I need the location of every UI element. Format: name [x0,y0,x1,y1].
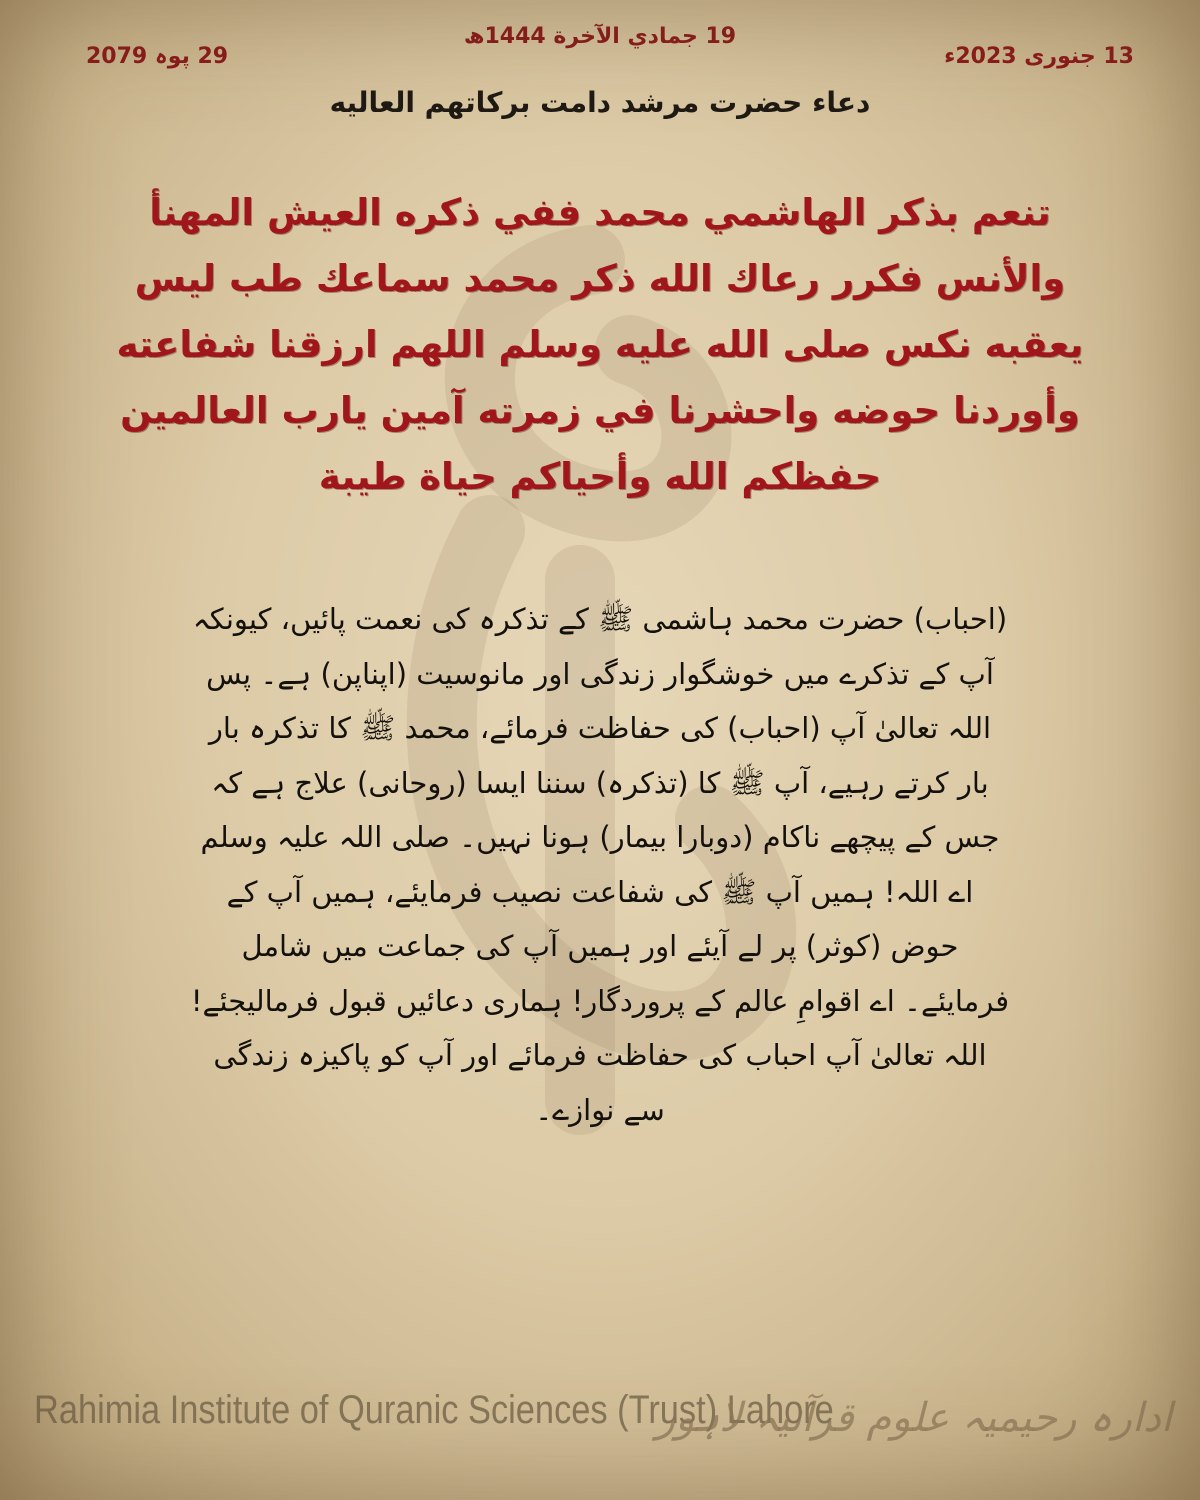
bikrami-date: 29 پوہ 2079 [86,44,229,69]
gregorian-date: 13 جنوری 2023ء [944,44,1134,69]
arabic-prayer-text: تنعم بذكر الهاشمي محمد ففي ذكره العيش المهنأ والأنس فكرر رعاك الله ذكر محمد سماعك طب ليس يعقبه نكس صلى الله عليه وسلم اللهم ارزقنا شفاعته وأوردنا حوضه واحشرنا في زمرته آمين يارب العالمين حفظكم الله وأحياكم حياة طيبة [116,191,1084,498]
urdu-translation-text: (احباب) حضرت محمد ہاشمی ﷺ کے تذکرہ کی نعمت پائیں، کیونکہ آپ کے تذکرے میں خوشگوار زندگی اور مانوسیت (اپناپن) ہے۔ پس اللہ تعالیٰ آپ (احباب) کی حفاظت فرمائے، محمد ﷺ کا تذکرہ بار بار کرتے رہیے، آپ ﷺ کا (تذکرہ) سننا ایسا (روحانی) علاج ہے کہ جس کے پیچھے ناکام (دوبارا بیمار) ہونا نہیں۔ صلی اللہ علیہ وسلم اے اللہ! ہمیں آپ ﷺ کی شفاعت نصیب فرمایئے، ہمیں آپ کے حوض (کوثر) پر لے آیئے اور ہمیں آپ کی جماعت میں شامل فرمایئے۔ اے اقوامِ عالم کے پروردگار! ہماری دعائیں قبول فرمالیجئے! اللہ تعالیٰ آپ احباب کی حفاظت فرمائے اور آپ کو پاکیزہ زندگی سے نوازے۔ [190,602,1010,1127]
institute-logo: ادارہ رحیمیہ علوم قرآنیہ لاہور [655,1395,1172,1441]
page-title: دعاء حضرت مرشد دامت برکاتهم العالیه [329,86,871,119]
institute-name: Rahimia Institute of Quranic Sciences (Trust) Lahore [34,1388,834,1432]
hijri-date: 19 جمادي الآخرة 1444ھ [463,24,737,49]
